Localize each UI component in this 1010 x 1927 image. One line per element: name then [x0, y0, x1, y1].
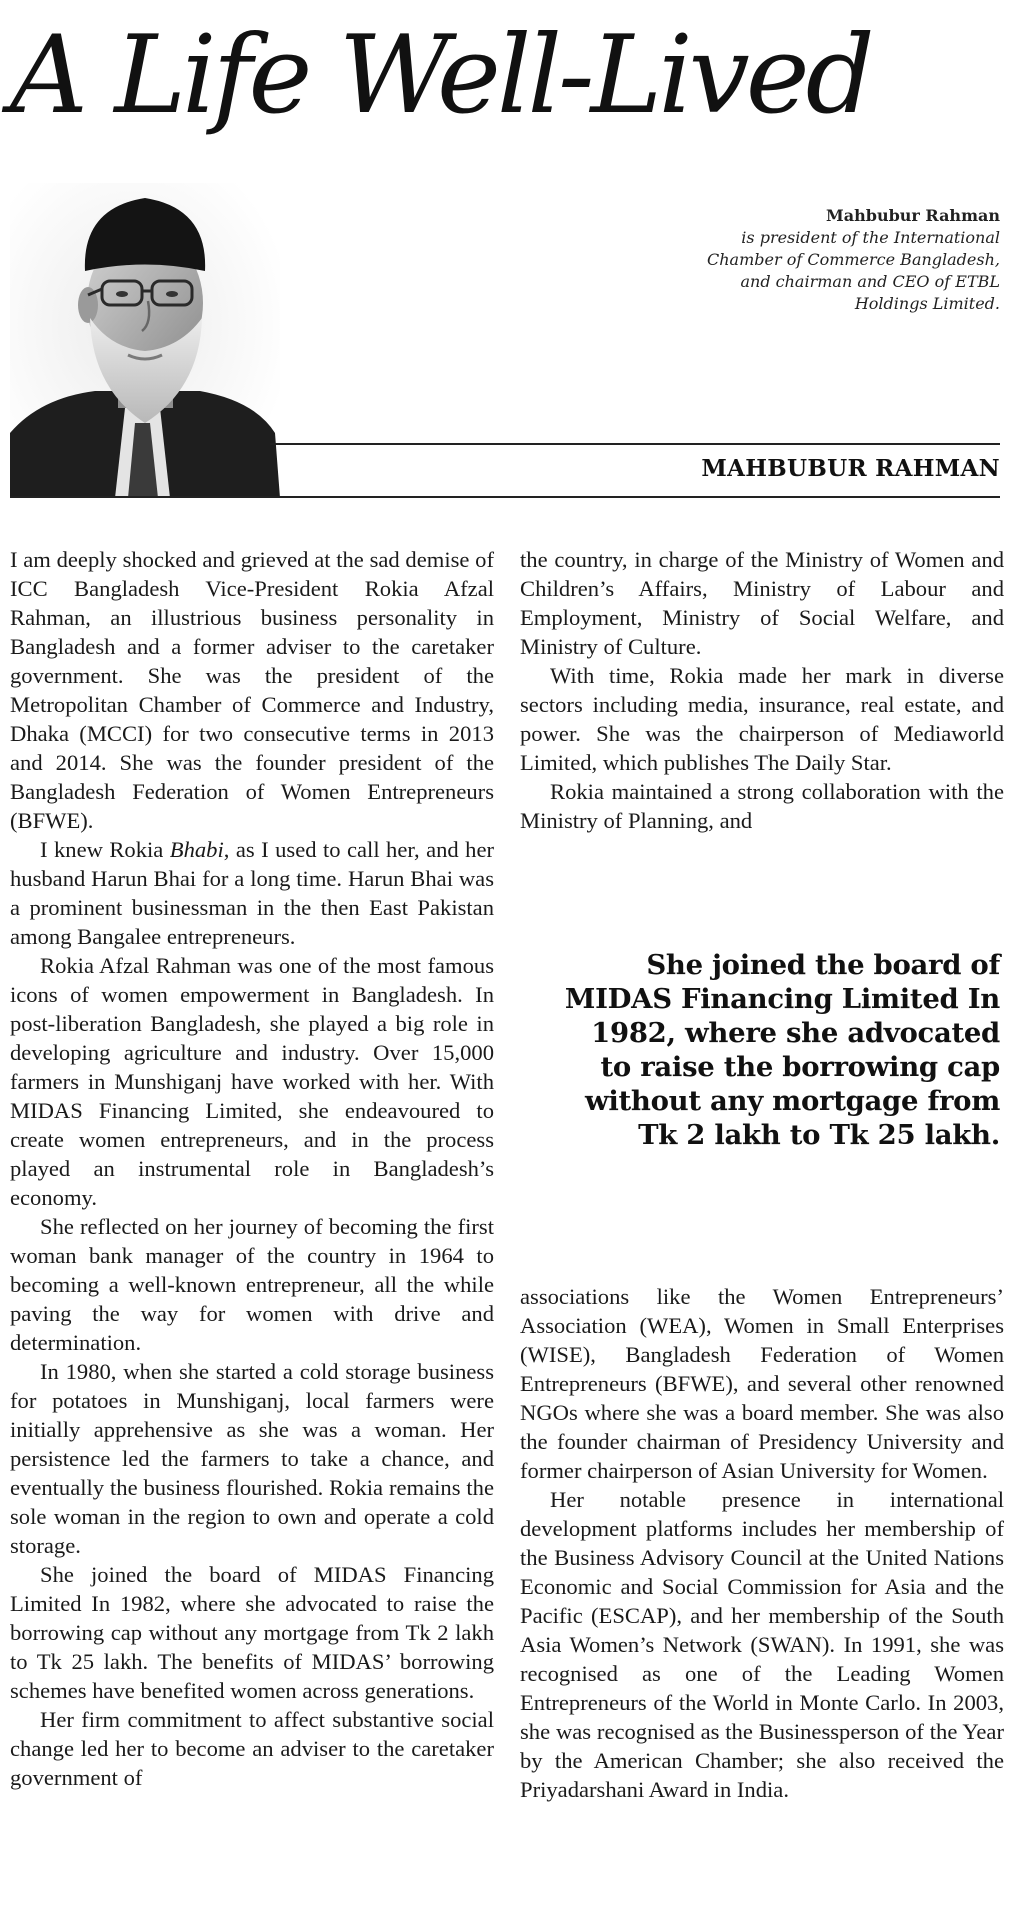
emphasis-text: Bhabi [169, 837, 224, 862]
article-paragraph: Her firm commitment to affect substantive social change led her to become an adviser to the caretaker government of [10, 1707, 494, 1790]
article-paragraph: Rokia maintained a strong collaboration with the Ministry of Planning, and [520, 779, 1004, 833]
article-paragraph: associations like the Women Entrepreneurs’ Association (WEA), Women in Small Enterprises (WISE), Bangladesh Federation of Women Entrepreneurs (BFWE), and several other renowned NGOs where she was a board member. She was also the founder chairman of Presidency University and former chairperson of Asian University for Women. [520, 1284, 1004, 1483]
pull-quote: She joined the board of MIDAS Financing Limited In 1982, where she advocated to raise the borrowing cap without any mortgage from Tk 2 lakh to Tk 25 lakh. [564, 949, 1000, 1151]
article-column-right-top [520, 545, 1004, 835]
article-paragraph: Her notable presence in international development platforms includes her membership of the Business Advisory Council at the United Nations Economic and Social Commission for Asia and the Pacific (ESCAP), and her membership of the South Asia Women’s Network (SWAN). In 1991, she was recognised as one of the Leading Women Entrepreneurs of the World in Monte Carlo. In 2003, she was recognised as the Businessperson of the Year by the American Chamber; she also received the Priyadarshani Award in India. [520, 1487, 1004, 1802]
author-bio-line: and chairman and CEO of ETBL [740, 272, 1000, 291]
author-photo [10, 183, 280, 498]
article-paragraph [10, 835, 494, 951]
article-paragraph: I am deeply shocked and grieved at the sad demise of ICC Bangladesh Vice-President Rokia Afzal Rahman, an illustrious business personality in Bangladesh and a former adviser to the caretaker government. She was the president of the Metropolitan Chamber of Commerce and Industry, Dhaka (MCCI) for two consecutive terms in 2013 and 2014. She was the founder president of the Bangladesh Federation of Women Entrepreneurs (BFWE). [10, 547, 494, 833]
article-paragraph: the country, in charge of the Ministry of Women and Children’s Affairs, Ministry of Labour and Employment, Ministry of Social Welfare, and Ministry of Culture. [520, 547, 1004, 659]
paragraph-text: , as I used to call her, and her husband Harun Bhai for a long time. Harun Bhai was a prominent businessman in the then East Pakistan among Bangalee entrepreneurs. [10, 837, 494, 949]
byline: MAHBUBUR RAHMAN [701, 455, 1000, 482]
article-paragraph: She reflected on her journey of becoming the first woman bank manager of the country in 1964 to becoming a well-known entrepreneur, all the while paving the way for women with drive and determination. [10, 1214, 494, 1355]
article-paragraph: With time, Rokia made her mark in diverse sectors including media, insurance, real estate, and power. She was the chairperson of Mediaworld Limited, which publishes The Daily Star. [520, 663, 1004, 775]
author-bio [640, 205, 1000, 315]
byline-rule-bottom [10, 496, 1000, 498]
author-bio-line: Chamber of Commerce Bangladesh, [706, 250, 1000, 269]
byline-rule-top [270, 443, 1000, 445]
paragraph-text: I knew Rokia [40, 837, 170, 862]
article-paragraph: Rokia Afzal Rahman was one of the most famous icons of women empowerment in Bangladesh. In post-liberation Bangladesh, she played a big role in developing agriculture and industry. Over 15,000 farmers in Munshiganj have worked with her. With MIDAS Financing Limited, she endeavoured to create women entrepreneurs, and in the process played an instrumental role in Bangladesh’s economy. [10, 953, 494, 1210]
article-paragraph: She joined the board of MIDAS Financing Limited In 1982, where she advocated to raise the borrowing cap without any mortgage from Tk 2 lakh to Tk 25 lakh. The benefits of MIDAS’ borrowing schemes have benefited women across generations. [10, 1562, 494, 1703]
article-column-right-bottom [520, 1282, 1004, 1804]
author-name: Mahbubur Rahman [826, 206, 1000, 225]
article-paragraph: In 1980, when she started a cold storage business for potatoes in Munshiganj, local farmers were initially apprehensive as she was a woman. Her persistence led the farmers to take a chance, and eventually the business flourished. Rokia remains the sole woman in the region to own and operate a cold storage. [10, 1359, 494, 1558]
article-column-left [10, 545, 494, 1792]
author-bio-line: Holdings Limited. [854, 294, 1000, 313]
headline: A Life Well-Lived [10, 13, 871, 138]
author-bio-line: is president of the International [741, 228, 1000, 247]
